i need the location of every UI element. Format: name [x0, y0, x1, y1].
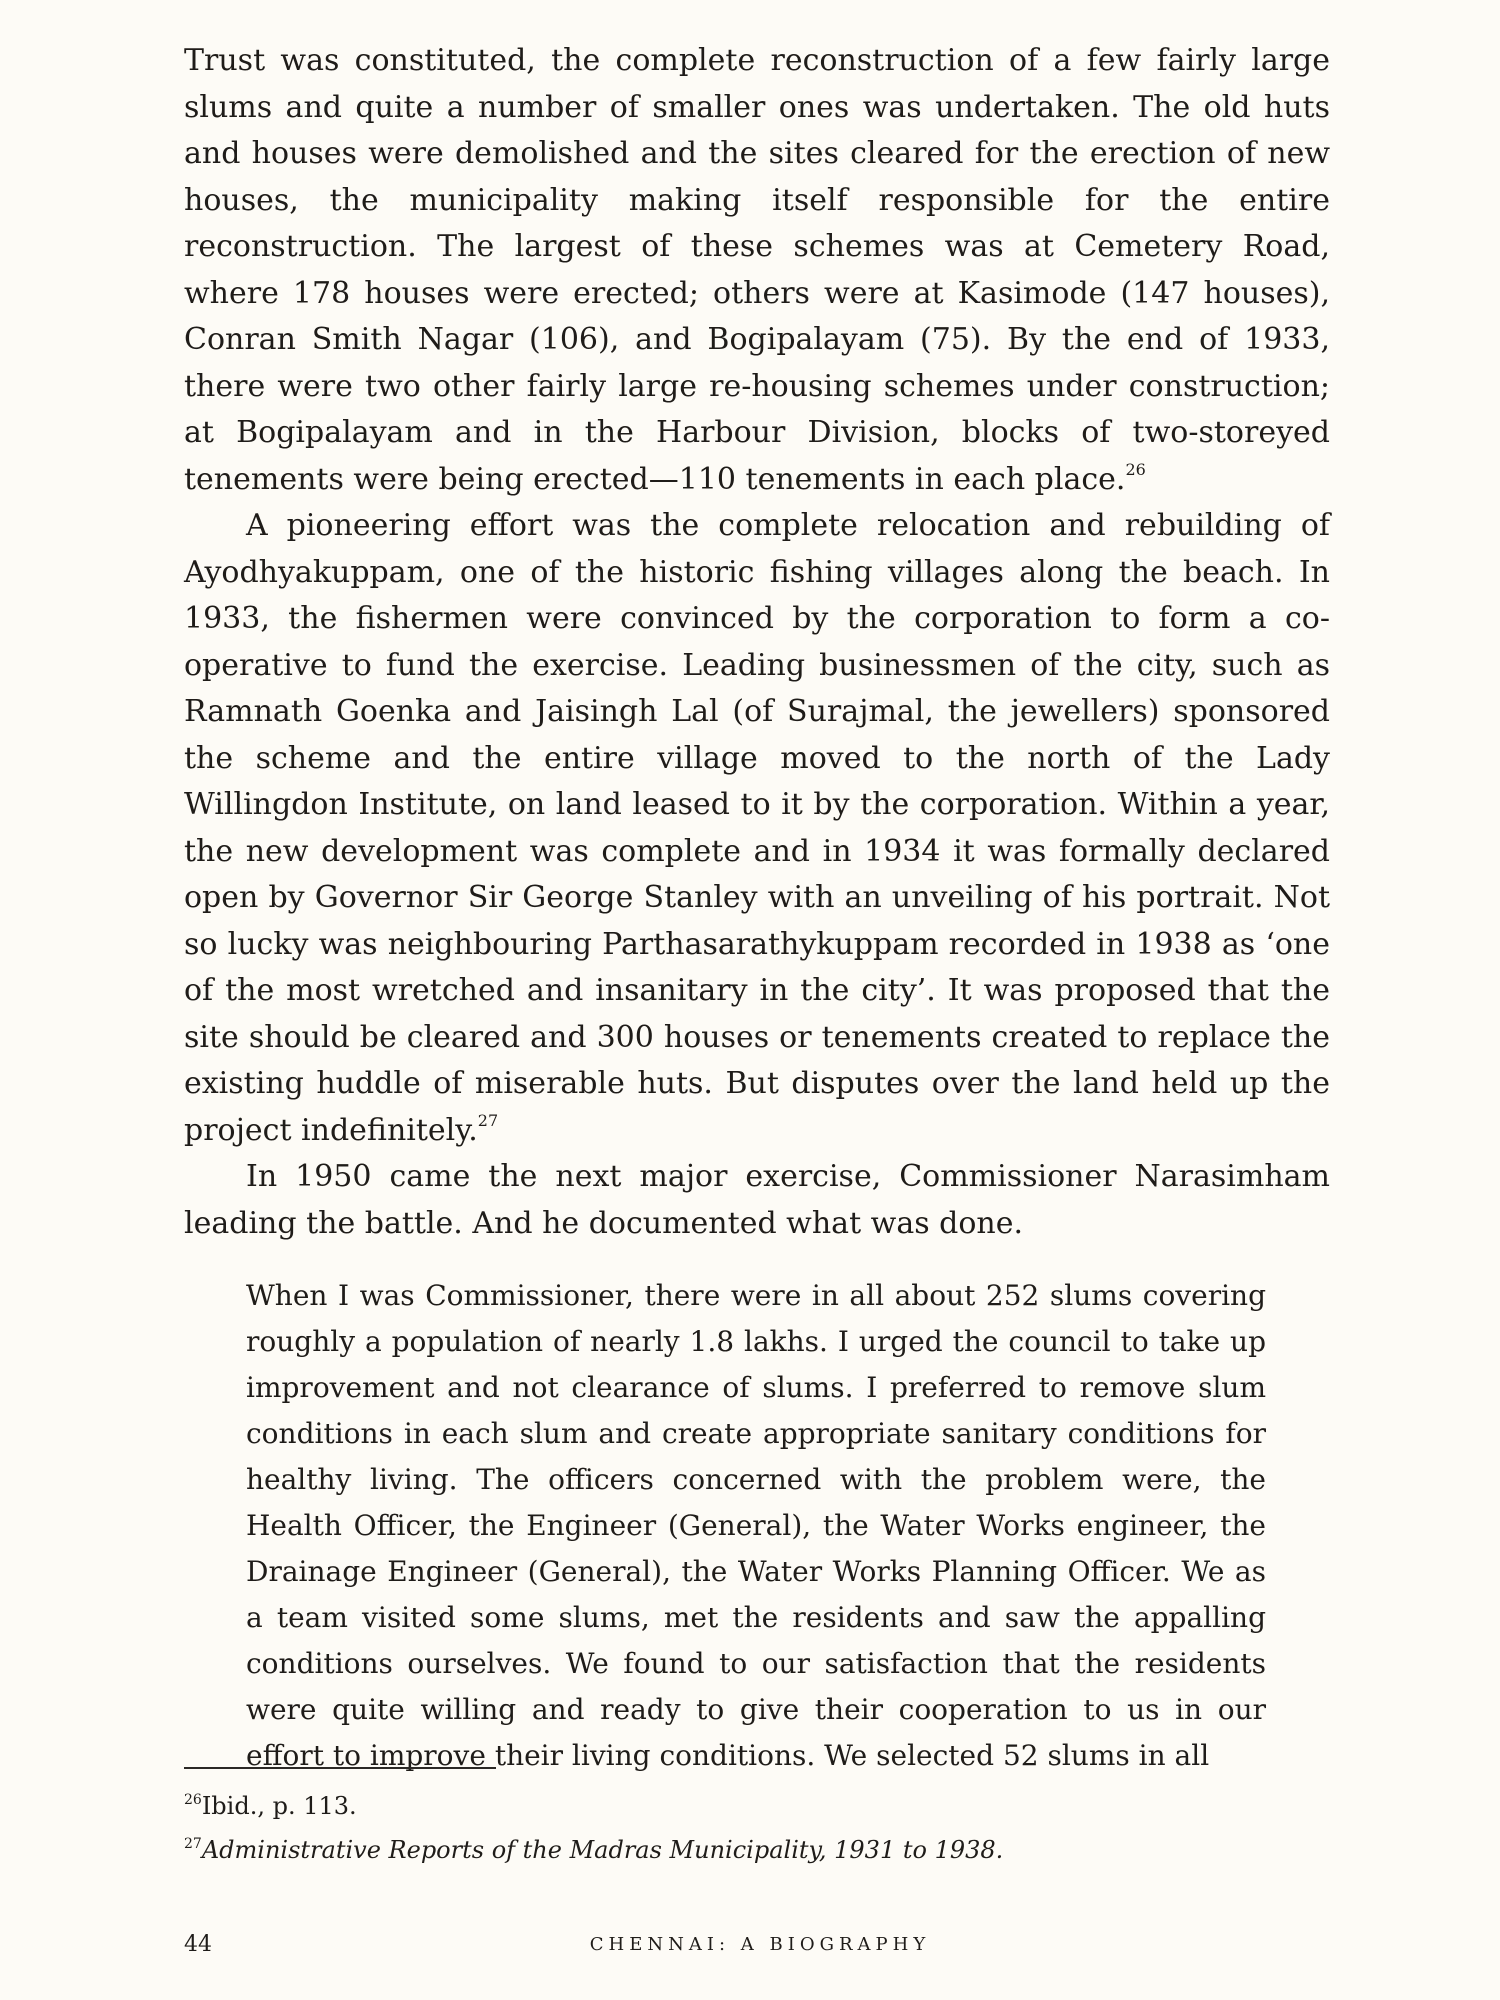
block-quote: When I was Commissioner, there were in all about 252 slums covering roughly a population of nearly 1.8 lakhs. I urged the council to take up improvement and not clearance of slums. I preferred to remove slum conditions in each slum and create appropriate sanitary conditions for healthy living. The officers concerned with the problem were, the Health Officer, the Engineer (General), the Water Works engineer, the Drainage Engineer (General), the Water Works Planning Officer. We as a team visited some slums, met the residents and saw the appalling conditions ourselves. We found to our satisfaction that the residents were quite willing and ready to give their cooperation to us in our effort to improve their living conditions. We selected 52 slums in all	[246, 1279, 1266, 1772]
paragraph-1-text: Trust was constituted, the complete reconstruction of a few fairly large slums and quite a number of smaller ones was undertaken. The old huts and houses were demolished and the sites cleared for the erection of new houses, the municipality making itself responsible for the entire reconstruction. The largest of these schemes was at Cemetery Road, where 178 houses were erected; others were at Kasimode (147 houses), Conran Smith Nagar (106), and Bogipalayam (75). By the end of 1933, there were two other fairly large re-housing schemes under construction; at Bogipalayam and in the Harbour Division, blocks of two-storeyed tenements were being erected—110 tenements in each place.	[184, 43, 1330, 497]
footnote-divider	[184, 1767, 496, 1769]
footnote-text: Administrative Reports of the Madras Municipality, 1931 to 1938.	[201, 1836, 1004, 1864]
footnotes	[184, 1784, 1330, 1872]
footnote-26	[184, 1784, 1330, 1828]
footnote-number: 26	[184, 1792, 202, 1808]
footnote-text: Ibid., p. 113.	[201, 1792, 357, 1820]
page-number: 44	[184, 1932, 212, 1957]
page-body	[184, 38, 1330, 1779]
running-head: CHENNAI: A BIOGRAPHY	[589, 1934, 931, 1955]
paragraph-2-text: A pioneering effort was the complete relocation and rebuilding of Ayodhyakuppam, one of the historic fishing villages along the beach. In 1933, the fishermen were convinced by the corporation to form a co-operative to fund the exercise. Leading businessmen of the city, such as Ramnath Goenka and Jaisingh Lal (of Surajmal, the jewellers) sponsored the scheme and the entire village moved to the north of the Lady Willingdon Institute, on land leased to it by the corporation. Within a year, the new development was complete and in 1934 it was formally declared open by Governor Sir George Stanley with an unveiling of his portrait. Not so lucky was neighbouring Parthasarathykuppam recorded in 1938 as ‘one of the most wretched and insanitary in the city’. It was proposed that the site should be cleared and 300 houses or tenements created to replace the existing huddle of miserable huts. But disputes over the land held up the project indefinitely.	[184, 508, 1330, 1148]
footnote-ref-27[interactable]: 27	[477, 1110, 499, 1130]
paragraph-2	[184, 503, 1330, 1154]
paragraph-3: In 1950 came the next major exercise, Commissioner Narasimham leading the battle. And he documented what was done.	[184, 1159, 1330, 1241]
footnote-27	[184, 1828, 1330, 1872]
footnote-ref-26[interactable]: 26	[1125, 459, 1146, 479]
paragraph-1	[184, 38, 1330, 503]
footnote-number: 27	[184, 1836, 202, 1852]
